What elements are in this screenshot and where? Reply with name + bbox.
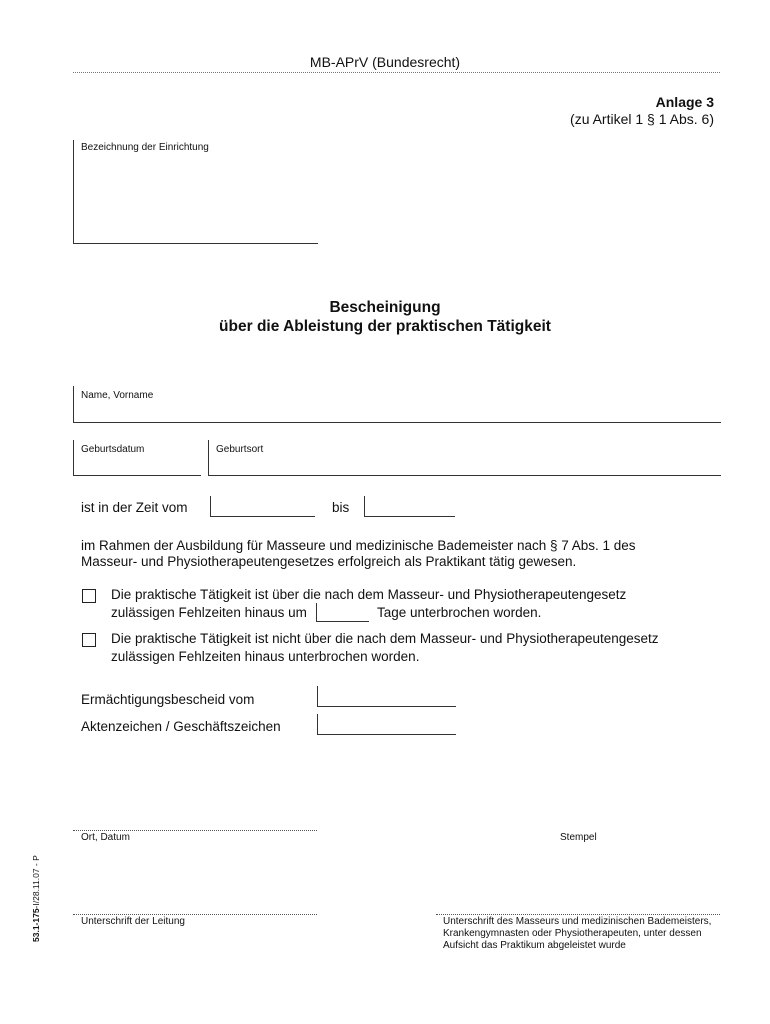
masseur-label-line-1: Unterschrift des Masseurs und medizinischen Bademeisters, [443, 916, 712, 927]
geburtsort-label: Geburtsort [216, 444, 264, 455]
fehltage-field[interactable] [316, 603, 369, 622]
zeit-prefix: ist in der Zeit vom [81, 500, 188, 515]
form-code-rest: -I/28.11.07 - P [31, 855, 41, 909]
option-2-line-1: Die praktische Tätigkeit ist nicht über die nach dem Masseur- und Physiotherapeutengesetz [111, 631, 659, 646]
stempel-label: Stempel [560, 832, 597, 843]
option-2-line-2: zulässigen Fehlzeiten hinaus unterbrochen worden. [111, 649, 420, 664]
leitung-signature-label: Unterschrift der Leitung [81, 916, 185, 927]
leitung-signature-line [73, 914, 317, 915]
geburtsdatum-label: Geburtsdatum [81, 444, 145, 455]
option-nicht-unterbrochen-checkbox[interactable] [82, 633, 96, 647]
paragraph-line-1: im Rahmen der Ausbildung für Masseure und medizinische Bademeister nach § 7 Abs. 1 des [81, 538, 636, 553]
title-line-2: über die Ableistung der praktischen Tätigkeit [219, 318, 551, 335]
einrichtung-label: Bezeichnung der Einrichtung [81, 142, 209, 153]
anlage-article: (zu Artikel 1 § 1 Abs. 6) [570, 111, 714, 127]
zeit-bis-field[interactable] [364, 496, 455, 517]
geburtsdatum-field[interactable] [73, 440, 201, 476]
aktenzeichen-label: Aktenzeichen / Geschäftszeichen [81, 719, 281, 734]
option-unterbrochen-checkbox[interactable] [82, 589, 96, 603]
masseur-signature-label [443, 916, 711, 952]
document-title [0, 298, 770, 336]
name-label: Name, Vorname [81, 390, 154, 401]
bescheid-label: Ermächtigungsbescheid vom [81, 692, 255, 707]
ausbildung-paragraph [81, 538, 721, 570]
form-code-bold: 53.1-175 [31, 908, 41, 942]
option-1-line-2a: zulässigen Fehlzeiten hinaus um [111, 605, 307, 620]
bescheid-field[interactable] [317, 686, 456, 707]
geburtsort-field[interactable] [208, 440, 721, 476]
paragraph-line-2: Masseur- und Physiotherapeutengesetzes erfolgreich als Praktikant tätig gewesen. [81, 554, 577, 569]
name-field[interactable] [73, 386, 721, 423]
zeit-von-field[interactable] [210, 496, 315, 517]
form-code [31, 855, 41, 942]
title-line-1: Bescheinigung [329, 299, 441, 316]
masseur-signature-line [436, 914, 720, 915]
masseur-label-line-2: Krankengymnasten oder Physiotherapeuten, unter dessen [443, 928, 702, 939]
masseur-label-line-3: Aufsicht das Praktikum abgeleistet wurde [443, 940, 626, 951]
anlage-reference [570, 94, 714, 128]
zeit-bis-label: bis [332, 500, 350, 515]
option-1-line-1: Die praktische Tätigkeit ist über die nach dem Masseur- und Physiotherapeutengesetz [111, 587, 627, 602]
aktenzeichen-field[interactable] [317, 714, 456, 735]
einrichtung-field[interactable] [73, 140, 318, 244]
header-divider [73, 72, 720, 73]
anlage-number: Anlage 3 [655, 94, 714, 110]
document-header: MB-APrV (Bundesrecht) [309, 54, 461, 70]
ort-datum-label: Ort, Datum [81, 832, 130, 843]
ort-datum-line [73, 830, 317, 831]
option-1-line-2b: Tage unterbrochen worden. [377, 605, 542, 620]
